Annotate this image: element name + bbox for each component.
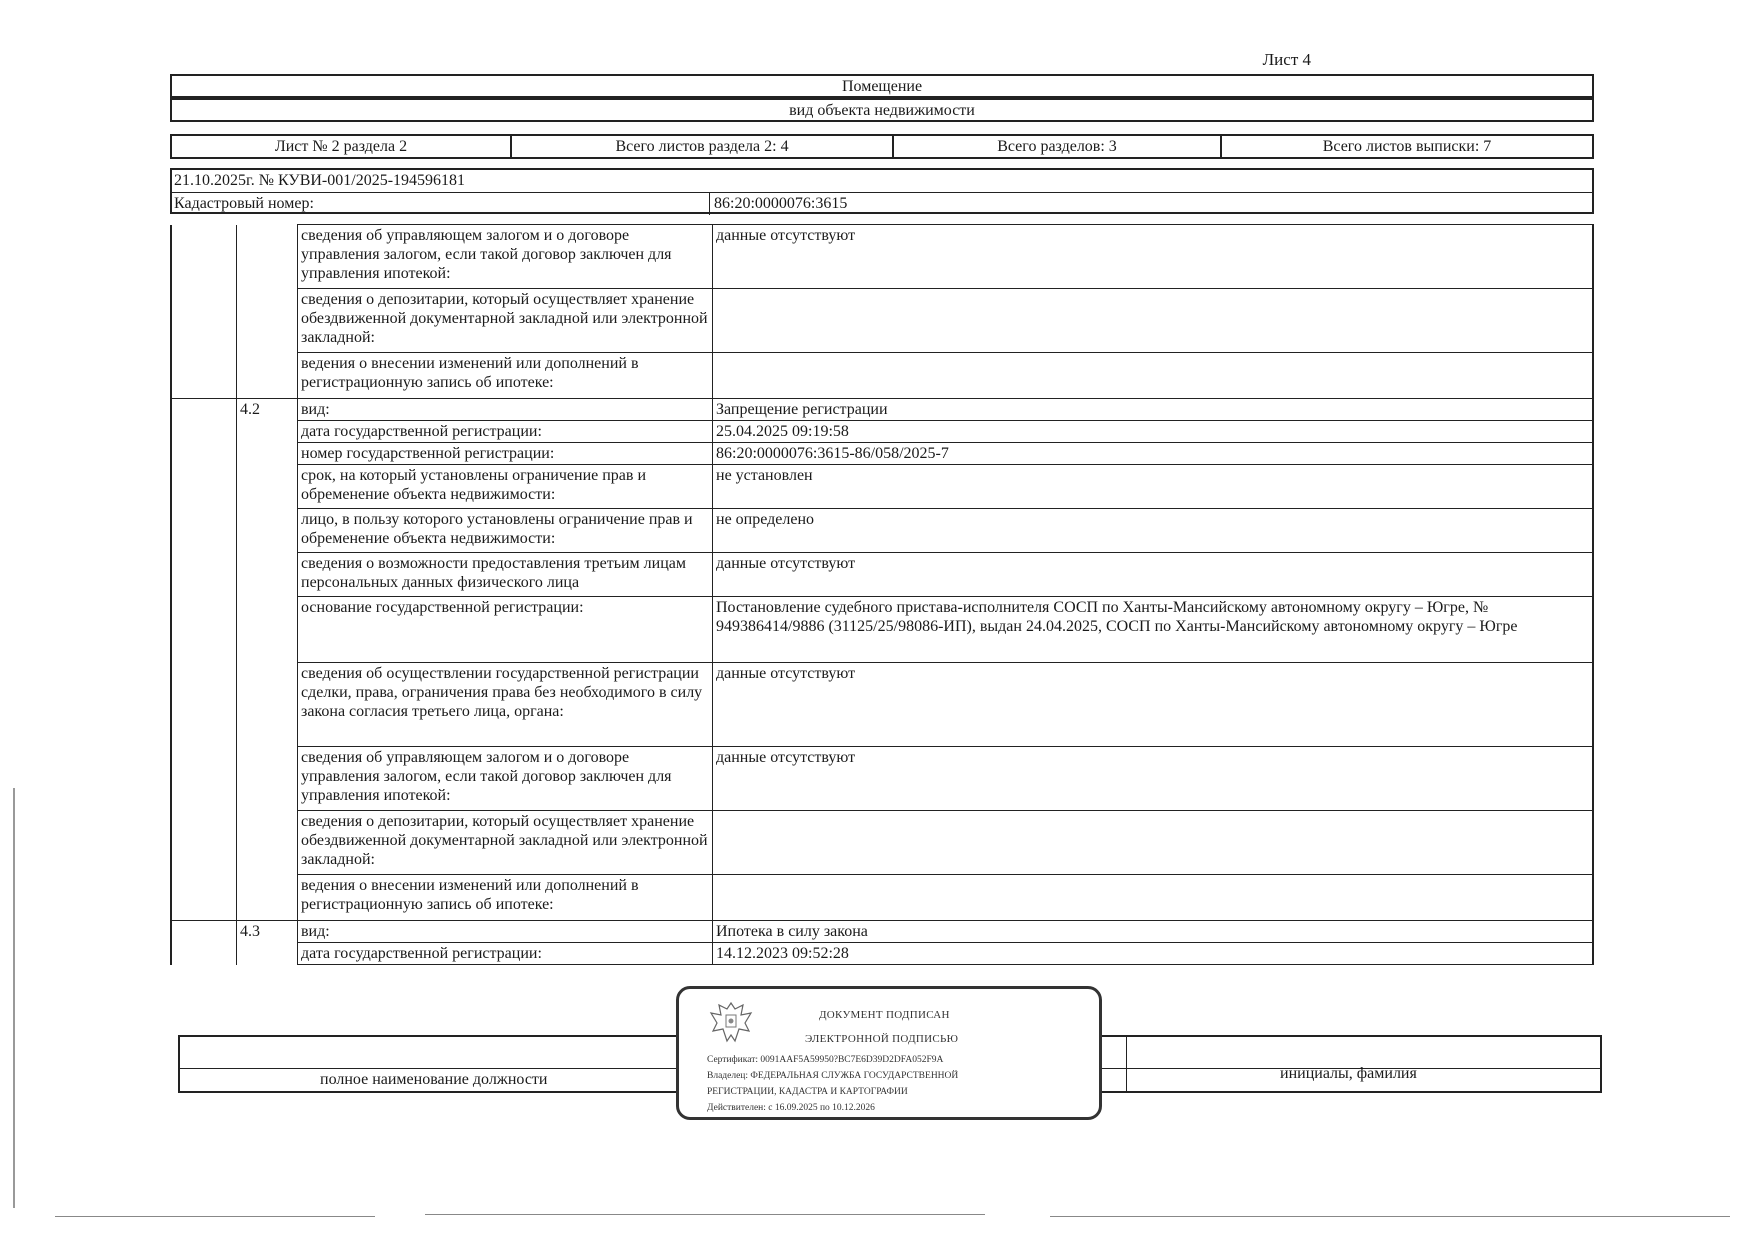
- row-margin-cell: [171, 663, 237, 747]
- table-row: [171, 747, 1593, 811]
- row-label: сведения о возможности предоставления третьим лицам персональных данных физического лица: [298, 553, 713, 597]
- table-row: [171, 443, 1593, 465]
- stamp-line-1: ДОКУМЕНТ ПОДПИСАН: [819, 1009, 950, 1021]
- table-row: [171, 811, 1593, 875]
- row-number: [237, 289, 298, 353]
- table-row: [171, 921, 1593, 943]
- row-value: [713, 289, 1594, 353]
- object-type: Помещение: [841, 78, 923, 95]
- row-label: ведения о внесении изменений или дополнений в регистрационную запись об ипотеке:: [298, 875, 713, 921]
- row-number: [237, 225, 298, 289]
- row-number: [237, 597, 298, 663]
- table-row: [171, 289, 1593, 353]
- row-value: Постановление судебного пристава-исполнителя СОСП по Ханты-Мансийскому автономному округу – Югре, № 949386414/9886 (31125/25/98086-ИП), выдан 24.04.2025, СОСП по Ханты-Мансийскому автономному округу – Югре: [713, 597, 1594, 663]
- table-row: [171, 465, 1593, 509]
- sheet-number: Лист 4: [1262, 50, 1311, 69]
- stamp-owner-1: Владелец: ФЕДЕРАЛЬНАЯ СЛУЖБА ГОСУДАРСТВЕННОЙ: [707, 1071, 959, 1081]
- row-number: [237, 421, 298, 443]
- row-value: 25.04.2025 09:19:58: [713, 421, 1594, 443]
- table-row: [171, 225, 1593, 289]
- row-margin-cell: [171, 465, 237, 509]
- row-number: [237, 663, 298, 747]
- row-value: [713, 811, 1594, 875]
- object-kind-row: [170, 98, 1594, 122]
- total-sheets-section: Всего листов раздела 2: 4: [512, 136, 894, 157]
- extract-info: [170, 168, 1594, 214]
- row-number: [237, 811, 298, 875]
- row-margin-cell: [171, 353, 237, 399]
- row-value: не установлен: [713, 465, 1594, 509]
- stamp-valid: Действителен: с 16.09.2025 по 10.12.2026: [707, 1103, 875, 1113]
- row-value: Запрещение регистрации: [713, 399, 1594, 421]
- row-margin-cell: [171, 875, 237, 921]
- coat-of-arms-icon: [705, 997, 757, 1047]
- row-value: не определено: [713, 509, 1594, 553]
- table-row: [171, 421, 1593, 443]
- scan-artifact-edge: [13, 788, 15, 1208]
- total-sections: Всего разделов: 3: [894, 136, 1222, 157]
- row-margin-cell: [171, 597, 237, 663]
- row-margin-cell: [171, 289, 237, 353]
- row-label: сведения о депозитарии, который осуществляет хранение обездвиженной документарной закладной или электронной закладной:: [298, 289, 713, 353]
- row-margin-cell: [171, 443, 237, 465]
- row-number: 4.2: [237, 399, 298, 421]
- table-row: [171, 353, 1593, 399]
- row-value: 14.12.2023 09:52:28: [713, 943, 1594, 965]
- row-value: Ипотека в силу закона: [713, 921, 1594, 943]
- position-label: полное наименование должности: [320, 1071, 548, 1088]
- row-margin-cell: [171, 399, 237, 421]
- cadastral-label: Кадастровый номер:: [172, 193, 710, 215]
- row-margin-cell: [171, 421, 237, 443]
- row-label: вид:: [298, 399, 713, 421]
- e-signature-stamp: [676, 986, 1102, 1120]
- table-row: [171, 597, 1593, 663]
- row-value: данные отсутствуют: [713, 747, 1594, 811]
- row-value: [713, 353, 1594, 399]
- object-type-row: [170, 74, 1594, 98]
- row-label: основание государственной регистрации:: [298, 597, 713, 663]
- row-margin-cell: [171, 553, 237, 597]
- total-sheets-extract: Всего листов выписки: 7: [1322, 138, 1492, 155]
- object-kind-caption: вид объекта недвижимости: [789, 102, 975, 119]
- stamp-owner-2: РЕГИСТРАЦИИ, КАДАСТРА И КАРТОГРАФИИ: [707, 1087, 908, 1097]
- table-row: [171, 553, 1593, 597]
- row-label: дата государственной регистрации:: [298, 943, 713, 965]
- row-label: срок, на который установлены ограничение прав и обременение объекта недвижимости:: [298, 465, 713, 509]
- row-label: номер государственной регистрации:: [298, 443, 713, 465]
- stamp-certificate: Сертификат: 0091AAF5A59950?BC7E6D39D2DFA052F9A: [707, 1055, 944, 1065]
- table-row: [171, 663, 1593, 747]
- row-number: [237, 443, 298, 465]
- scan-artifact-line: [425, 1214, 985, 1215]
- stamp-line-2: ЭЛЕКТРОННОЙ ПОДПИСЬЮ: [805, 1033, 959, 1045]
- row-value: данные отсутствуют: [713, 225, 1594, 289]
- scan-artifact-line: [55, 1216, 375, 1217]
- table-row: [171, 943, 1593, 965]
- row-margin-cell: [171, 509, 237, 553]
- row-number: [237, 553, 298, 597]
- row-margin-cell: [171, 225, 237, 289]
- table-row: [171, 875, 1593, 921]
- cadastral-value: 86:20:0000076:3615: [714, 195, 848, 212]
- row-number: [237, 943, 298, 965]
- row-label: ведения о внесении изменений или дополнений в регистрационную запись об ипотеке:: [298, 353, 713, 399]
- encumbrance-table: [170, 224, 1594, 965]
- row-number: [237, 509, 298, 553]
- row-number: [237, 465, 298, 509]
- row-value: [713, 875, 1594, 921]
- row-number: [237, 875, 298, 921]
- row-label: вид:: [298, 921, 713, 943]
- row-label: сведения об управляющем залогом и о договоре управления залогом, если такой договор заключен для управления ипотекой:: [298, 225, 713, 289]
- name-label: инициалы, фамилия: [1280, 1065, 1417, 1082]
- row-label: дата государственной регистрации:: [298, 421, 713, 443]
- row-label: сведения об осуществлении государственной регистрации сделки, права, ограничения права без необходимого в силу закона согласия третьего лица, органа:: [298, 663, 713, 747]
- row-value: 86:20:0000076:3615-86/058/2025-7: [713, 443, 1594, 465]
- row-value: данные отсутствуют: [713, 553, 1594, 597]
- row-label: лицо, в пользу которого установлены ограничение прав и обременение объекта недвижимости:: [298, 509, 713, 553]
- row-label: сведения об управляющем залогом и о договоре управления залогом, если такой договор заключен для управления ипотекой:: [298, 747, 713, 811]
- table-row: [171, 509, 1593, 553]
- row-label: сведения о депозитарии, который осуществляет хранение обездвиженной документарной закладной или электронной закладной:: [298, 811, 713, 875]
- row-number: [237, 353, 298, 399]
- sheet-of-section: Лист № 2 раздела 2: [172, 136, 512, 157]
- sheet-info-row: [170, 134, 1594, 159]
- extract-date-number: 21.10.2025г. № КУВИ-001/2025-194596181: [172, 170, 1592, 193]
- row-margin-cell: [171, 943, 237, 965]
- row-margin-cell: [171, 921, 237, 943]
- table-row: [171, 399, 1593, 421]
- row-number: 4.3: [237, 921, 298, 943]
- row-margin-cell: [171, 747, 237, 811]
- row-number: [237, 747, 298, 811]
- row-margin-cell: [171, 811, 237, 875]
- row-value: данные отсутствуют: [713, 663, 1594, 747]
- scan-artifact-line: [1050, 1216, 1730, 1217]
